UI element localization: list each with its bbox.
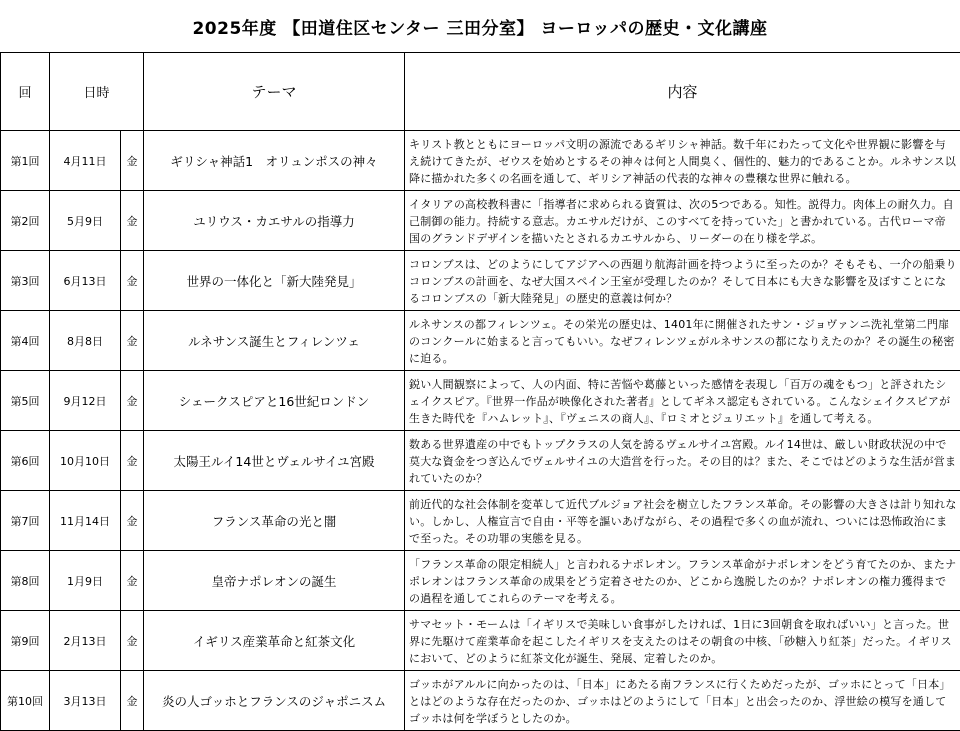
session-weekday: 金 xyxy=(121,431,144,491)
session-date: 4月11日 xyxy=(50,131,121,191)
session-number: 第2回 xyxy=(1,191,50,251)
session-weekday: 金 xyxy=(121,671,144,731)
header-number: 回 xyxy=(1,53,50,131)
table-row xyxy=(1,131,960,191)
session-date: 6月13日 xyxy=(50,251,121,311)
header-row xyxy=(1,53,960,131)
session-number: 第7回 xyxy=(1,491,50,551)
table-row xyxy=(1,191,960,251)
session-number: 第1回 xyxy=(1,131,50,191)
session-date: 5月9日 xyxy=(50,191,121,251)
session-theme: イギリス産業革命と紅茶文化 xyxy=(144,611,405,671)
session-content: イタリアの高校教科書に「指導者に求められる資質は、次の5つである。知性。説得力。肉体上の耐久力。自己制御の能力。持続する意志。カエサルだけが、このすべてを持っていた」と書かれている。古代ローマ帝国のグランドデザインを描いたとされるカエサルから、リーダーの在り様を学ぶ。 xyxy=(405,191,960,251)
table-row xyxy=(1,491,960,551)
session-date: 1月9日 xyxy=(50,551,121,611)
table-row xyxy=(1,371,960,431)
session-number: 第5回 xyxy=(1,371,50,431)
session-number: 第4回 xyxy=(1,311,50,371)
header-datetime: 日時 xyxy=(50,53,144,131)
session-content: 前近代的な社会体制を変革して近代ブルジョア社会を樹立したフランス革命。その影響の大きさは計り知れない。しかし、人権宣言で自由・平等を謳いあげながら、その過程で多くの血が流れ、ついには恐怖政治にまで至った。その功罪の実態を見る。 xyxy=(405,491,960,551)
session-number: 第3回 xyxy=(1,251,50,311)
session-date: 10月10日 xyxy=(50,431,121,491)
session-content: 鋭い人間観察によって、人の内面、特に苦悩や葛藤といった感情を表現し「百万の魂をもつ」と評されたシェイクスピア。『世界一作品が映像化された著者』としてギネス認定もされている。こんなシェイクスピアが生きた時代を『ハムレット』、『ヴェニスの商人』、『ロミオとジュリエット』を通して考える。 xyxy=(405,371,960,431)
session-number: 第6回 xyxy=(1,431,50,491)
session-theme: 皇帝ナポレオンの誕生 xyxy=(144,551,405,611)
session-content: コロンブスは、どのようにしてアジアへの西廻り航海計画を持つように至ったのか？そもそも、一介の船乗りコロンブスの計画を、なぜ大国スペイン王室が受理したのか？そして日本にも大きな影響を及ぼすことになるコロンブスの「新大陸発見」の歴史的意義は何か？ xyxy=(405,251,960,311)
session-theme: フランス革命の光と闇 xyxy=(144,491,405,551)
table-row xyxy=(1,551,960,611)
session-theme: 世界の一体化と「新大陸発見」 xyxy=(144,251,405,311)
session-date: 9月12日 xyxy=(50,371,121,431)
session-content: 数ある世界遺産の中でもトップクラスの人気を誇るヴェルサイユ宮殿。ルイ14世は、厳しい財政状況の中で莫大な資金をつぎ込んでヴェルサイユの大造営を行った。その目的は？また、そこではどのような生活が営まれていたのか？ xyxy=(405,431,960,491)
session-weekday: 金 xyxy=(121,251,144,311)
session-theme: ユリウス・カエサルの指導力 xyxy=(144,191,405,251)
session-date: 8月8日 xyxy=(50,311,121,371)
session-weekday: 金 xyxy=(121,491,144,551)
schedule-table xyxy=(0,52,960,731)
session-content: サマセット・モームは「イギリスで美味しい食事がしたければ、1日に3回朝食を取ればいい」と言った。世界に先駆けて産業革命を起こしたイギリスを支えたのはその朝食の中核、「砂糖入り紅茶」だった。イギリスにおいて、どのように紅茶文化が誕生、発展、定着したのか。 xyxy=(405,611,960,671)
session-content: ゴッホがアルルに向かったのは、「日本」にあたる南フランスに行くためだったが、ゴッホにとって「日本」とはどのような存在だったのか、ゴッホはどのようにして「日本」と出会ったのか、浮世絵の模写を通してゴッホは何を学ぼうとしたのか。 xyxy=(405,671,960,731)
session-content: キリスト教とともにヨーロッパ文明の源流であるギリシャ神話。数千年にわたって文化や世界観に影響を与え続けてきたが、ゼウスを始めとするその神々は何と人間臭く、個性的、魅力的であることか。ルネサンス以降に描かれた多くの名画を通して、ギリシア神話の代表的な神々の豊穣な世界に触れる。 xyxy=(405,131,960,191)
session-number: 第10回 xyxy=(1,671,50,731)
session-theme: ギリシャ神話1 オリュンポスの神々 xyxy=(144,131,405,191)
session-date: 2月13日 xyxy=(50,611,121,671)
session-weekday: 金 xyxy=(121,551,144,611)
session-theme: 太陽王ルイ14世とヴェルサイユ宮殿 xyxy=(144,431,405,491)
session-weekday: 金 xyxy=(121,191,144,251)
session-content: ルネサンスの都フィレンツェ。その栄光の歴史は、1401年に開催されたサン・ジョヴァンニ洗礼堂第二門扉のコンクールに始まると言ってもいい。なぜフィレンツェがルネサンスの都になりえたのか？その誕生の秘密に迫る。 xyxy=(405,311,960,371)
session-number: 第9回 xyxy=(1,611,50,671)
session-theme: ルネサンス誕生とフィレンツェ xyxy=(144,311,405,371)
session-weekday: 金 xyxy=(121,611,144,671)
table-row xyxy=(1,251,960,311)
session-date: 3月13日 xyxy=(50,671,121,731)
session-weekday: 金 xyxy=(121,371,144,431)
session-weekday: 金 xyxy=(121,311,144,371)
table-row xyxy=(1,611,960,671)
header-theme: テーマ xyxy=(144,53,405,131)
session-number: 第8回 xyxy=(1,551,50,611)
table-row xyxy=(1,671,960,731)
session-weekday: 金 xyxy=(121,131,144,191)
page-title: 2025年度 【田道住区センター 三田分室】 ヨーロッパの歴史・文化講座 xyxy=(0,0,960,52)
session-theme: シェークスピアと16世紀ロンドン xyxy=(144,371,405,431)
header-content: 内容 xyxy=(405,53,960,131)
session-theme: 炎の人ゴッホとフランスのジャポニスム xyxy=(144,671,405,731)
table-row xyxy=(1,431,960,491)
table-row xyxy=(1,311,960,371)
session-content: 「フランス革命の限定相続人」と言われるナポレオン。フランス革命がナポレオンをどう育てたのか、またナポレオンはフランス革命の成果をどう定着させたのか、どこから逸脱したのか？ナポレオンの権力獲得までの過程を通してこれらのテーマを考える。 xyxy=(405,551,960,611)
session-date: 11月14日 xyxy=(50,491,121,551)
